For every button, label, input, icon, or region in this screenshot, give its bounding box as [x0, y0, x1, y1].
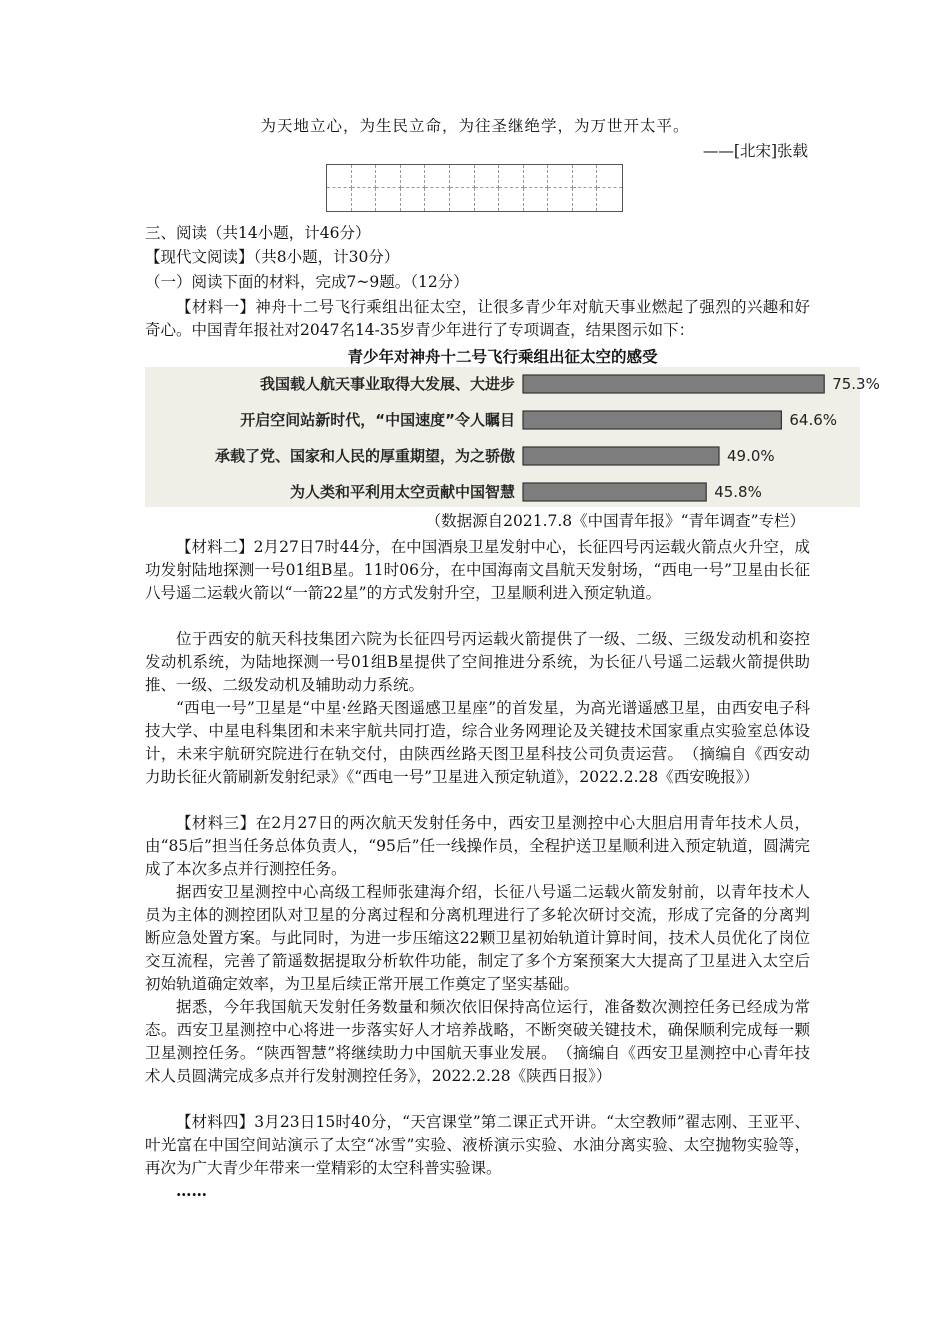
- bar-chart-svg: [145, 367, 880, 507]
- material-3-p2: 据西安卫星测控中心高级工程师张建海介绍，长征八号遥二运载火箭发射前，以青年技术人员为主体的测控团队对卫星的分离过程和分离机理进行了多轮次研讨交流，形成了完备的分离判断应急处置方案。与此同时，为进一步压缩这22颗卫星初始轨道计算时间，技术人员优化了岗位交互流程，完善了箭遥数据提取分析软件功能，制定了多个方案预案大大提高了卫星进入太空后初始轨道确定效率，为卫星后续正常开展工作奠定了坚实基础。: [145, 883, 810, 993]
- quote-author: ——[北宋]张载: [702, 142, 808, 160]
- bar: [523, 483, 706, 501]
- chart-source: （数据源自2021.7.8《中国青年报》“青年调查”专栏）: [425, 512, 805, 530]
- material-4: 【材料四】3月23日15时40分，“天宫课堂”第二课正式开讲。“太空教师”翟志刚、王亚平、叶光富在中国空间站演示了太空“冰雪”实验、液桥演示实验、水油分离实验、太空抛物实验等，再次为广大青少年带来一堂精彩的太空科普实验课。: [145, 1113, 810, 1177]
- question-intro: （一）阅读下面的材料，完成7~9题。（12分）: [145, 273, 469, 291]
- section-title: 三、阅读（共14小题，计46分）: [145, 224, 371, 242]
- category-label: 承载了党、国家和人民的厚重期望，为之骄傲: [214, 447, 515, 465]
- chart-title: 青少年对神舟十二号飞行乘组出征太空的感受: [347, 348, 658, 366]
- bar: [523, 447, 719, 465]
- ellipsis: ……: [176, 1181, 207, 1200]
- value-label: 75.3%: [832, 375, 880, 393]
- material-3-p1: 【材料三】在2月27日的两次航天发射任务中，西安卫星测控中心大胆启用青年技术人员，由“85后”担当任务总体负责人，“95后”任一线操作员，全程护送卫星顺利进入预定轨道，圆满完成了本次多点并行测控任务。: [145, 814, 810, 878]
- value-label: 45.8%: [714, 483, 762, 501]
- category-label: 开启空间站新时代，“中国速度”令人瞩目: [240, 411, 515, 429]
- quote-line: 为天地立心，为生民立命，为往圣继绝学，为万世开太平。: [260, 117, 690, 135]
- writing-grid[interactable]: [326, 164, 623, 212]
- category-label: 我国载人航天事业取得大发展、大进步: [259, 375, 515, 393]
- material-1: 【材料一】神舟十二号飞行乘组出征太空，让很多青少年对航天事业燃起了强烈的兴趣和好奇心。中国青年报社对2047名14-35岁青少年进行了专项调查，结果图示如下：: [145, 298, 810, 339]
- bar: [523, 375, 824, 393]
- category-label: 为人类和平利用太空贡献中国智慧: [289, 483, 515, 501]
- material-2-p2: 位于西安的航天科技集团六院为长征四号丙运载火箭提供了一级、二级、三级发动机和姿控发动机系统，为陆地探测一号01组B星提供了空间推进分系统，为长征八号遥二运载火箭提供助推、一级、二级发动机及辅助动力系统。: [145, 630, 810, 694]
- material-2-p3: “西电一号”卫星是“中星·丝路天图遥感卫星座”的首发星，为高光谱遥感卫星，由西安电子科技大学、中星电科集团和未来宇航共同打造，综合业务网理论及关键技术国家重点实验室总体设计，未来宇航研究院进行在轨交付，由陕西丝路天图卫星科技公司负责运营。 （摘编自《西安动力助长征火箭刷新发射纪录》《“西电一号”卫星进入预定轨道》，2022.2.28《西安晚报》）: [145, 699, 810, 786]
- material-2-p1: 【材料二】2月27日7时44分，在中国酒泉卫星发射中心，长征四号丙运载火箭点火升空，成功发射陆地探测一号01组B星。11时06分，在中国海南文昌航天发射场，“西电一号”卫星由长征八号遥二运载火箭以“一箭22星”的方式发射升空，卫星顺利进入预定轨道。: [145, 538, 810, 602]
- value-label: 64.6%: [789, 411, 838, 429]
- value-label: 49.0%: [727, 447, 775, 465]
- bar: [523, 411, 781, 429]
- chart-body: [145, 367, 880, 507]
- material-3-p3: 据悉，今年我国航天发射任务数量和频次依旧保持高位运行，准备数次测控任务已经成为常态。西安卫星测控中心将进一步落实好人才培养战略，不断突破关键技术，确保顺利完成每一颗卫星测控任务。“陕西智慧”将继续助力中国航天事业发展。 （摘编自《西安卫星测控中心青年技术人员圆满完成多点并行发射测控任务》，2022.2.28《陕西日报》）: [145, 998, 810, 1085]
- survey-chart: [145, 345, 880, 505]
- subsection-title: 【现代文阅读】（共8小题，计30分）: [145, 248, 400, 266]
